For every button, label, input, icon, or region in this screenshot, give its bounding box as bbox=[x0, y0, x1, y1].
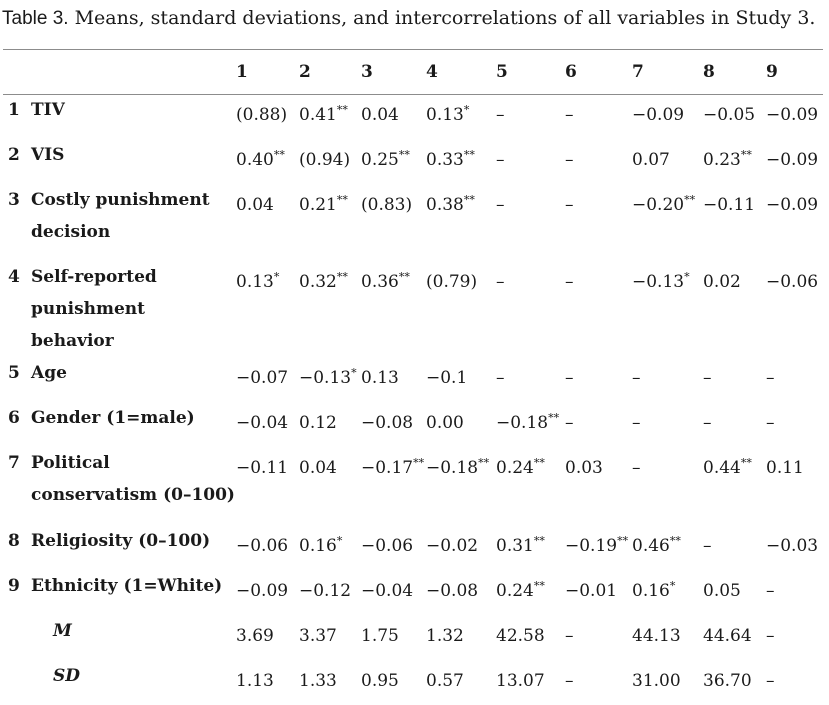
table-cell: −0.20** bbox=[632, 193, 696, 215]
table-cell: −0.17** bbox=[361, 456, 425, 478]
table-cell: – bbox=[632, 368, 641, 388]
table-cell: – bbox=[766, 368, 775, 388]
table-cell: 42.58 bbox=[496, 626, 545, 646]
table-cell: −0.05 bbox=[703, 105, 756, 125]
table-cell: (0.94) bbox=[299, 150, 351, 170]
row-index: 5 bbox=[8, 363, 20, 383]
table-caption bbox=[2, 6, 815, 31]
table-cell: – bbox=[496, 195, 505, 215]
table-cell: 0.41** bbox=[299, 103, 348, 125]
table-cell: 1.75 bbox=[361, 626, 399, 646]
col-header: 4 bbox=[426, 62, 438, 82]
table-cell: 0.33** bbox=[426, 148, 475, 170]
table-cell: −0.1 bbox=[426, 368, 468, 388]
row-variable: Age bbox=[31, 363, 67, 383]
row-index: 2 bbox=[8, 145, 20, 165]
table-row bbox=[3, 184, 823, 261]
table-cell: 0.03 bbox=[565, 458, 603, 478]
table-cell: −0.04 bbox=[361, 581, 414, 601]
row-variable: Ethnicity (1=White) bbox=[31, 576, 223, 596]
table-cell: 0.05 bbox=[703, 581, 741, 601]
table-cell: −0.11 bbox=[703, 195, 756, 215]
table-label: Table 3. bbox=[2, 8, 69, 29]
table-cell: 0.95 bbox=[361, 671, 399, 691]
table-cell: 0.07 bbox=[632, 150, 670, 170]
table-cell: – bbox=[703, 368, 712, 388]
row-index: 1 bbox=[8, 100, 20, 120]
table-cell: 0.40** bbox=[236, 148, 285, 170]
table-cell: 0.21** bbox=[299, 193, 348, 215]
table-cell: 36.70 bbox=[703, 671, 752, 691]
table-cell: – bbox=[496, 368, 505, 388]
table-cell: 0.00 bbox=[426, 413, 464, 433]
table-cell: 0.02 bbox=[703, 272, 741, 292]
table-cell: 3.69 bbox=[236, 626, 274, 646]
table-cell: 0.46** bbox=[632, 534, 681, 556]
row-variable: Religiosity (0–100) bbox=[31, 531, 211, 551]
table-cell: −0.07 bbox=[236, 368, 289, 388]
row-index: 6 bbox=[8, 408, 20, 428]
table-cell: 44.64 bbox=[703, 626, 752, 646]
table-cell: 1.33 bbox=[299, 671, 337, 691]
table-cell: – bbox=[766, 626, 775, 646]
table-cell: 0.13* bbox=[426, 103, 470, 125]
table-cell: 1.32 bbox=[426, 626, 464, 646]
table-row bbox=[3, 402, 823, 447]
table-cell: – bbox=[565, 150, 574, 170]
row-index bbox=[3, 615, 25, 660]
table-cell: −0.06 bbox=[766, 272, 819, 292]
table-cell: 0.36** bbox=[361, 270, 410, 292]
table-cell: – bbox=[565, 368, 574, 388]
table-body bbox=[3, 94, 823, 705]
col-header: 7 bbox=[632, 62, 644, 82]
row-index: 8 bbox=[8, 531, 20, 551]
row-variable: Costly punishment decision bbox=[31, 190, 210, 242]
table-cell: 0.11 bbox=[766, 458, 804, 478]
col-header: 2 bbox=[299, 62, 311, 82]
table-cell: – bbox=[565, 626, 574, 646]
table-cell: −0.09 bbox=[766, 105, 819, 125]
table-cell: – bbox=[766, 581, 775, 601]
col-header: 8 bbox=[703, 62, 715, 82]
table-cell: −0.08 bbox=[426, 581, 479, 601]
table-cell: 0.31** bbox=[496, 534, 545, 556]
table-row bbox=[3, 615, 823, 660]
row-variable: Political conservatism (0–100) bbox=[31, 453, 235, 505]
table-cell: −0.19** bbox=[565, 534, 629, 556]
table-cell: – bbox=[496, 150, 505, 170]
table-cell: −0.02 bbox=[426, 536, 479, 556]
table-cell: 0.44** bbox=[703, 456, 752, 478]
table-cell: – bbox=[632, 458, 641, 478]
table-cell: (0.79) bbox=[426, 272, 478, 292]
table-cell: 0.13* bbox=[236, 270, 280, 292]
row-variable: SD bbox=[53, 666, 81, 686]
table-row bbox=[3, 447, 823, 525]
table-cell: – bbox=[496, 105, 505, 125]
table-cell: 0.23** bbox=[703, 148, 752, 170]
header-row bbox=[3, 50, 823, 94]
row-index: 4 bbox=[8, 267, 20, 287]
table-row bbox=[3, 525, 823, 570]
table-cell: 0.57 bbox=[426, 671, 464, 691]
col-header: 1 bbox=[236, 62, 248, 82]
row-index: 9 bbox=[8, 576, 20, 596]
table-cell: 0.16* bbox=[632, 579, 676, 601]
row-variable: Self-reported punishment behavior bbox=[31, 267, 157, 351]
row-variable: VIS bbox=[31, 145, 65, 165]
table-cell: −0.09 bbox=[766, 195, 819, 215]
col-header: 3 bbox=[361, 62, 373, 82]
table-cell: −0.09 bbox=[632, 105, 685, 125]
correlation-table bbox=[3, 50, 823, 705]
table-cell: 0.24** bbox=[496, 579, 545, 601]
col-header: 6 bbox=[565, 62, 577, 82]
table-cell: −0.18** bbox=[426, 456, 490, 478]
table-cell: 0.04 bbox=[236, 195, 274, 215]
table-row bbox=[3, 139, 823, 184]
table-cell: 0.04 bbox=[361, 105, 399, 125]
table-cell: – bbox=[703, 413, 712, 433]
table-cell: – bbox=[565, 671, 574, 691]
table-cell: 31.00 bbox=[632, 671, 681, 691]
table-cell: 13.07 bbox=[496, 671, 545, 691]
table-cell: – bbox=[766, 413, 775, 433]
row-index bbox=[3, 660, 25, 705]
table-cell: −0.12 bbox=[299, 581, 352, 601]
table-cell: 0.32** bbox=[299, 270, 348, 292]
table-cell: 1.13 bbox=[236, 671, 274, 691]
table-cell: – bbox=[632, 413, 641, 433]
table-cell: – bbox=[496, 272, 505, 292]
table-cell: −0.03 bbox=[766, 536, 819, 556]
table-cell: −0.06 bbox=[236, 536, 289, 556]
row-index: 3 bbox=[8, 190, 20, 210]
table-cell: (0.83) bbox=[361, 195, 413, 215]
table-cell: −0.08 bbox=[361, 413, 414, 433]
table-row bbox=[3, 357, 823, 402]
table-cell: – bbox=[766, 671, 775, 691]
table-cell: – bbox=[565, 195, 574, 215]
table-cell: −0.01 bbox=[565, 581, 618, 601]
table-cell: −0.13* bbox=[632, 270, 690, 292]
table-cell: 0.25** bbox=[361, 148, 410, 170]
table-cell: 0.38** bbox=[426, 193, 475, 215]
table-cell: −0.09 bbox=[766, 150, 819, 170]
table-cell: 3.37 bbox=[299, 626, 337, 646]
table-cell: −0.09 bbox=[236, 581, 289, 601]
row-variable: Gender (1=male) bbox=[31, 408, 195, 428]
table-title: Means, standard deviations, and intercorrelations of all variables in Study 3. bbox=[74, 7, 816, 29]
table-row bbox=[3, 94, 823, 139]
table-cell: −0.11 bbox=[236, 458, 289, 478]
table-cell: – bbox=[703, 536, 712, 556]
table-cell: (0.88) bbox=[236, 105, 288, 125]
col-header: 5 bbox=[496, 62, 508, 82]
table-row bbox=[3, 570, 823, 615]
table-cell: −0.18** bbox=[496, 411, 560, 433]
table-cell: 0.12 bbox=[299, 413, 337, 433]
table-cell: −0.06 bbox=[361, 536, 414, 556]
row-index: 7 bbox=[8, 453, 20, 473]
table-cell: – bbox=[565, 105, 574, 125]
row-variable: TIV bbox=[31, 100, 65, 120]
table-cell: −0.13* bbox=[299, 366, 357, 388]
table-cell: 0.16* bbox=[299, 534, 343, 556]
table-cell: – bbox=[565, 413, 574, 433]
table-cell: 0.04 bbox=[299, 458, 337, 478]
table-cell: −0.04 bbox=[236, 413, 289, 433]
table-cell: 44.13 bbox=[632, 626, 681, 646]
table-cell: 0.13 bbox=[361, 368, 399, 388]
table-cell: – bbox=[565, 272, 574, 292]
table-row bbox=[3, 660, 823, 705]
table-cell: 0.24** bbox=[496, 456, 545, 478]
row-variable: M bbox=[53, 621, 72, 641]
table-row bbox=[3, 261, 823, 357]
col-header: 9 bbox=[766, 62, 778, 82]
